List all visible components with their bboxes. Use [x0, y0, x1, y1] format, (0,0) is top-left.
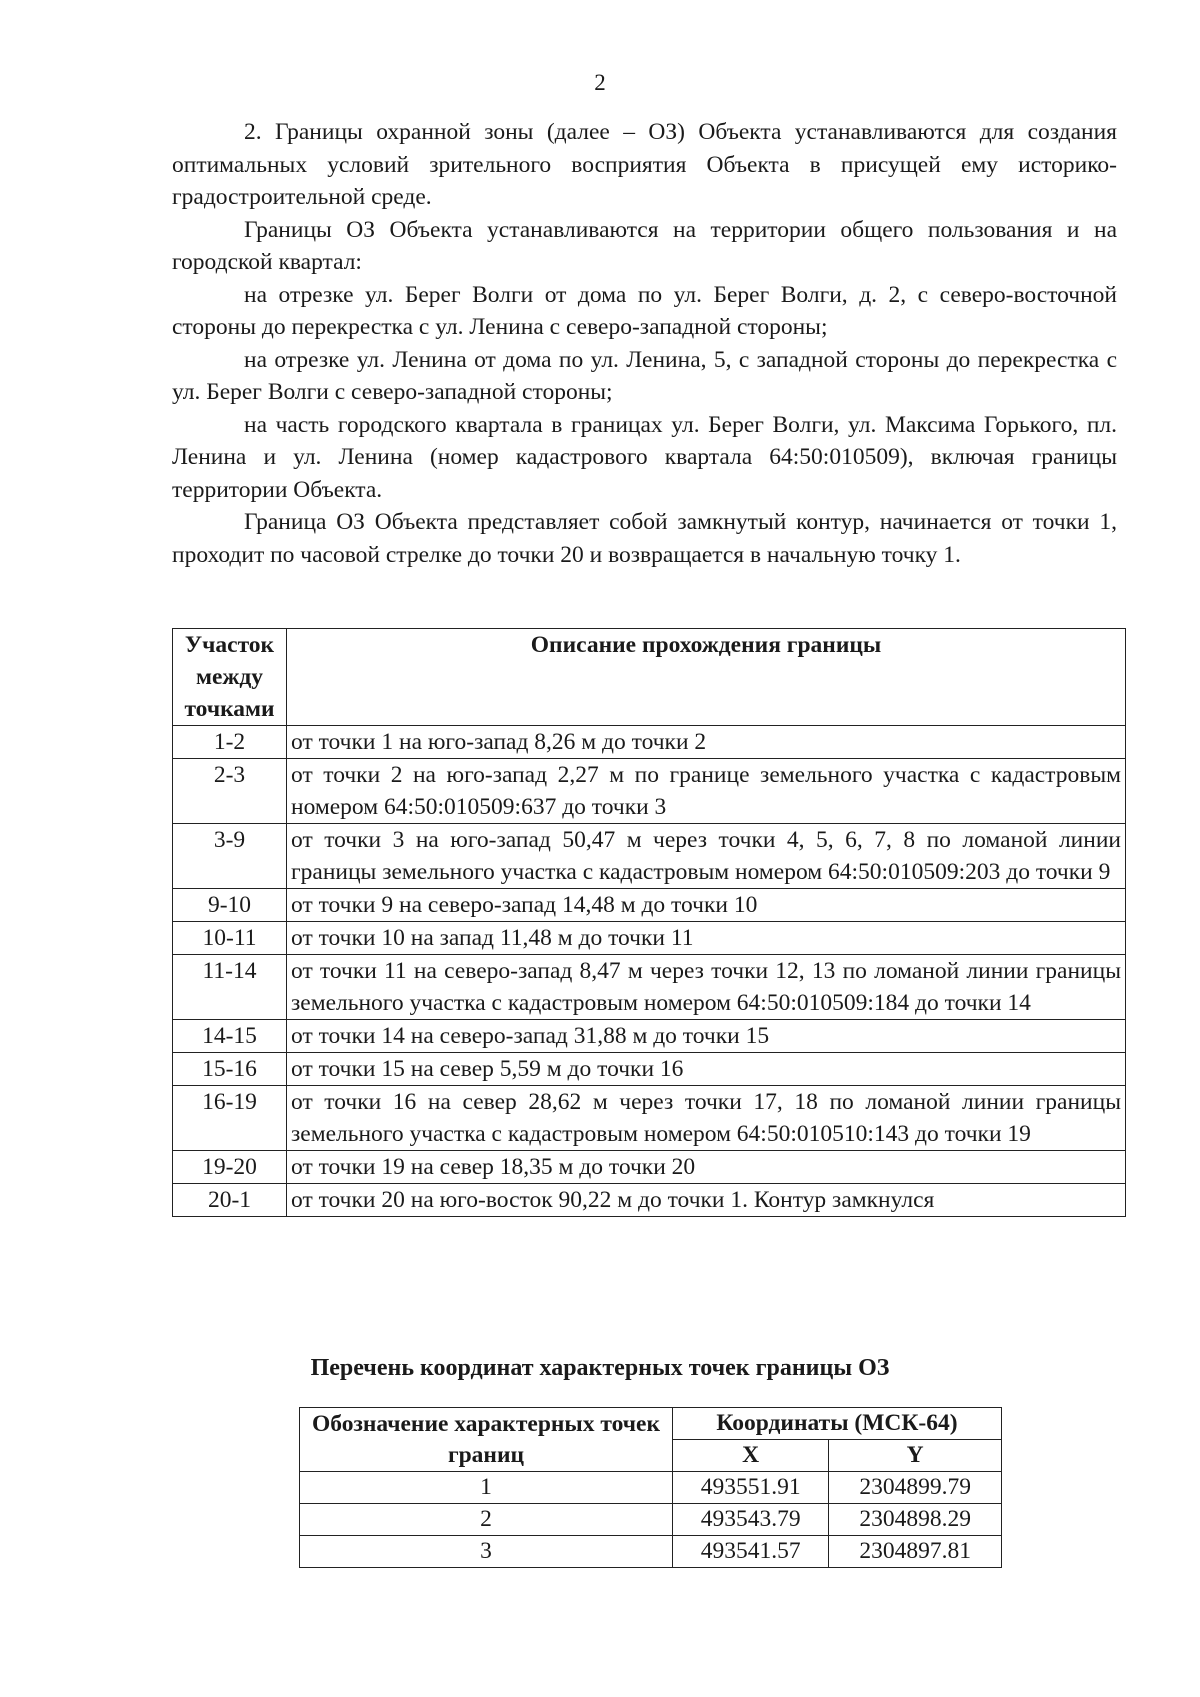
- table-row: [300, 1536, 1002, 1568]
- table-row: [173, 824, 1126, 889]
- segment-cell: 2-3: [173, 759, 287, 824]
- y-cell: 2304899.79: [829, 1472, 1002, 1504]
- table-header-row: [173, 629, 1126, 726]
- table-row: [173, 726, 1126, 759]
- coords-table: [299, 1407, 1002, 1568]
- column-header-point: Обозначение характерных точек границ: [300, 1408, 673, 1472]
- description-cell: от точки 14 на северо-запад 31,88 м до точки 15: [287, 1020, 1126, 1053]
- paragraph: на отрезке ул. Ленина от дома по ул. Ленина, 5, с западной стороны до перекрестка с ул. Берег Волги с северо-западной стороны;: [172, 346, 1117, 405]
- column-header-x: X: [673, 1440, 829, 1472]
- description-cell: от точки 11 на северо-запад 8,47 м через точки 12, 13 по ломаной линии границы земельного участка с кадастровым номером 64:50:010509:184 до точки 14: [287, 955, 1126, 1020]
- description-cell: от точки 9 на северо-запад 14,48 м до точки 10: [287, 889, 1126, 922]
- segment-cell: 1-2: [173, 726, 287, 759]
- description-cell: от точки 1 на юго-запад 8,26 м до точки 2: [287, 726, 1126, 759]
- segment-cell: 9-10: [173, 889, 287, 922]
- table-row: [173, 889, 1126, 922]
- table-row: [173, 1151, 1126, 1184]
- paragraph: Граница ОЗ Объекта представляет собой замкнутый контур, начинается от точки 1, проходит по часовой стрелке до точки 20 и возвращается в начальную точку 1.: [172, 509, 1117, 568]
- x-cell: 493543.79: [673, 1504, 829, 1536]
- paragraph: на часть городского квартала в границах ул. Берег Волги, ул. Максима Горького, пл. Ленина и ул. Ленина (номер кадастрового квартала 64:50:010509), включая границы территории Объекта.: [172, 411, 1117, 503]
- x-cell: 493551.91: [673, 1472, 829, 1504]
- table-row: [300, 1504, 1002, 1536]
- boundary-table: [172, 628, 1126, 1217]
- table-header-row: [300, 1408, 1002, 1440]
- description-cell: от точки 20 на юго-восток 90,22 м до точки 1. Контур замкнулся: [287, 1184, 1126, 1217]
- body-text: [172, 116, 1117, 571]
- segment-cell: 14-15: [173, 1020, 287, 1053]
- segment-cell: 20-1: [173, 1184, 287, 1217]
- x-cell: 493541.57: [673, 1536, 829, 1568]
- table-row: [173, 955, 1126, 1020]
- paragraph: на отрезке ул. Берег Волги от дома по ул. Берег Волги, д. 2, с северо-восточной стороны до перекрестка с ул. Ленина с северо-западной стороны;: [172, 281, 1117, 340]
- column-header-y: Y: [829, 1440, 1002, 1472]
- segment-cell: 10-11: [173, 922, 287, 955]
- coords-table-title: Перечень координат характерных точек границы ОЗ: [310, 1355, 890, 1381]
- table-row: [173, 1086, 1126, 1151]
- page-number: 2: [594, 70, 606, 95]
- y-cell: 2304898.29: [829, 1504, 1002, 1536]
- description-cell: от точки 10 на запад 11,48 м до точки 11: [287, 922, 1126, 955]
- table-row: [173, 1020, 1126, 1053]
- y-cell: 2304897.81: [829, 1536, 1002, 1568]
- description-cell: от точки 2 на юго-запад 2,27 м по границе земельного участка с кадастровым номером 64:50:010509:637 до точки 3: [287, 759, 1126, 824]
- segment-cell: 3-9: [173, 824, 287, 889]
- table-row: [173, 922, 1126, 955]
- paragraph: 2. Границы охранной зоны (далее – ОЗ) Объекта устанавливаются для создания оптимальных условий зрительного восприятия Объекта в присущей ему историко-градостроительной среде.: [172, 119, 1117, 210]
- column-header-coords: Координаты (МСК-64): [673, 1408, 1002, 1440]
- paragraph: Границы ОЗ Объекта устанавливаются на территории общего пользования и на городской квартал:: [172, 216, 1117, 275]
- table-row: [173, 759, 1126, 824]
- column-header-segment: Участок между точками: [173, 629, 287, 726]
- description-cell: от точки 15 на север 5,59 м до точки 16: [287, 1053, 1126, 1086]
- segment-cell: 15-16: [173, 1053, 287, 1086]
- point-cell: 2: [300, 1504, 673, 1536]
- table-row: [300, 1472, 1002, 1504]
- segment-cell: 19-20: [173, 1151, 287, 1184]
- point-cell: 1: [300, 1472, 673, 1504]
- column-header-description: Описание прохождения границы: [287, 629, 1126, 726]
- segment-cell: 16-19: [173, 1086, 287, 1151]
- table-row: [173, 1053, 1126, 1086]
- point-cell: 3: [300, 1536, 673, 1568]
- description-cell: от точки 16 на север 28,62 м через точки 17, 18 по ломаной линии границы земельного участка с кадастровым номером 64:50:010510:143 до точки 19: [287, 1086, 1126, 1151]
- description-cell: от точки 3 на юго-запад 50,47 м через точки 4, 5, 6, 7, 8 по ломаной линии границы земельного участка с кадастровым номером 64:50:010509:203 до точки 9: [287, 824, 1126, 889]
- segment-cell: 11-14: [173, 955, 287, 1020]
- table-row: [173, 1184, 1126, 1217]
- description-cell: от точки 19 на север 18,35 м до точки 20: [287, 1151, 1126, 1184]
